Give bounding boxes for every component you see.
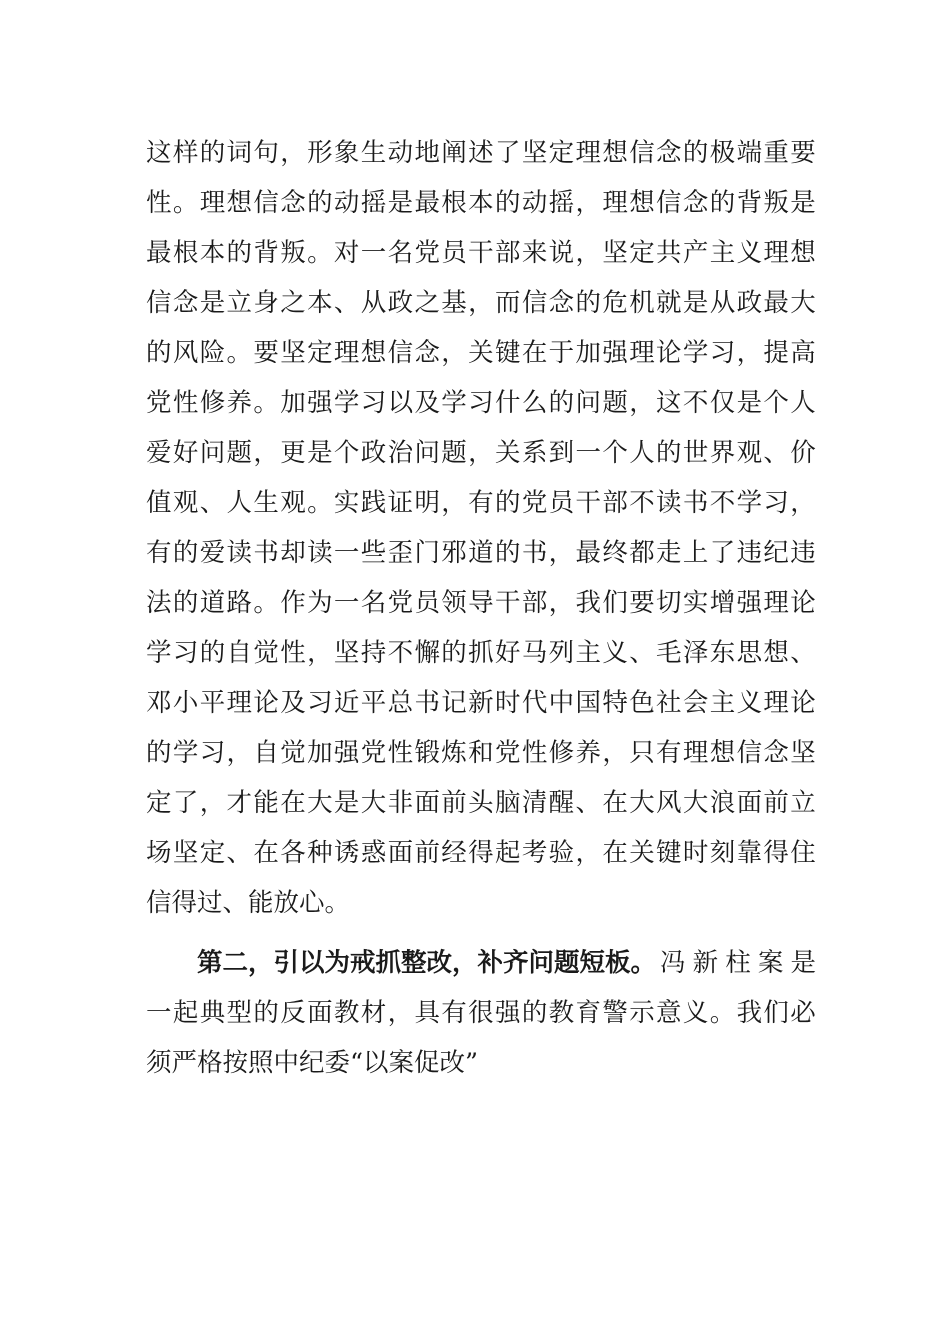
text-line: 性 。 理 想 信 念 的 动 摇 是 最 根 本 的 动 摇 ， 理 想 信 念 的 背 叛 是 bbox=[146, 188, 816, 218]
text-line: 信得过、能放心。 bbox=[146, 888, 351, 918]
text-line: 的 学 习 ， 自 觉 加 强 党 性 锻 炼 和 党 性 修 养 ， 只 有 理 想 信 念 坚 bbox=[146, 738, 816, 768]
text-line: 一 起 典 型 的 反 面 教 材 ， 具 有 很 强 的 教 育 警 示 意 义 。 我 们 必 bbox=[146, 998, 816, 1028]
text-line: 信 念 是 立 身 之 本 、 从 政 之 基 ， 而 信 念 的 危 机 就 是 从 政 最 大 bbox=[146, 288, 816, 318]
text-line: 学 习 的 自 觉 性 ， 坚 持 不 懈 的 抓 好 马 列 主 义 、 毛 泽 东 思 想 、 bbox=[146, 638, 816, 668]
text-line: 有 的 爱 读 书 却 读 一 些 歪 门 邪 道 的 书 ， 最 终 都 走 上 了 违 纪 违 bbox=[146, 538, 816, 568]
text-line: 爱 好 问 题 ， 更 是 个 政 治 问 题 ， 关 系 到 一 个 人 的 世 界 观 、 价 bbox=[146, 438, 816, 468]
text-line: 定 了 ， 才 能 在 大 是 大 非 面 前 头 脑 清 醒 、 在 大 风 大 浪 面 前 立 bbox=[146, 788, 816, 818]
paragraph-2 bbox=[146, 938, 816, 1088]
text-line: 场 坚 定 、 在 各 种 诱 惑 面 前 经 得 起 考 验 ， 在 关 键 时 刻 靠 得 住 bbox=[146, 838, 816, 868]
text-line: 最 根 本 的 背 叛 。 对 一 名 党 员 干 部 来 说 ， 坚 定 共 产 主 义 理 想 bbox=[146, 238, 816, 268]
text-line: 这 样 的 词 句 ， 形 象 生 动 地 阐 述 了 坚 定 理 想 信 念 的 极 端 重 要 bbox=[146, 138, 816, 168]
paragraph-1 bbox=[146, 128, 816, 928]
text-line: 值 观 、 人 生 观 。 实 践 证 明 ， 有 的 党 员 干 部 不 读 书 不 学 习 ， bbox=[146, 488, 816, 518]
text-line: 的 风 险 。 要 坚 定 理 想 信 念 ， 关 键 在 于 加 强 理 论 学 习 ， 提 高 bbox=[146, 338, 816, 368]
paragraph-spacer bbox=[146, 928, 816, 938]
text-line: 党 性 修 养 。 加 强 学 习 以 及 学 习 什 么 的 问 题 ， 这 不 仅 是 个 人 bbox=[146, 388, 816, 418]
document-body bbox=[146, 128, 816, 1088]
text-line-rest: 冯 新 柱 案 是 bbox=[660, 948, 816, 978]
text-line: 须严格按照中纪委“以案促改” bbox=[146, 1048, 479, 1078]
text-line: 邓 小 平 理 论 及 习 近 平 总 书 记 新 时 代 中 国 特 色 社 会 主 义 理 论 bbox=[146, 688, 816, 718]
heading-line bbox=[146, 938, 816, 988]
section-heading: 第二，引以为戒抓整改，补齐问题短板。 bbox=[197, 948, 657, 978]
text-line: 法 的 道 路 。 作 为 一 名 党 员 领 导 干 部 ， 我 们 要 切 实 增 强 理 论 bbox=[146, 588, 816, 618]
